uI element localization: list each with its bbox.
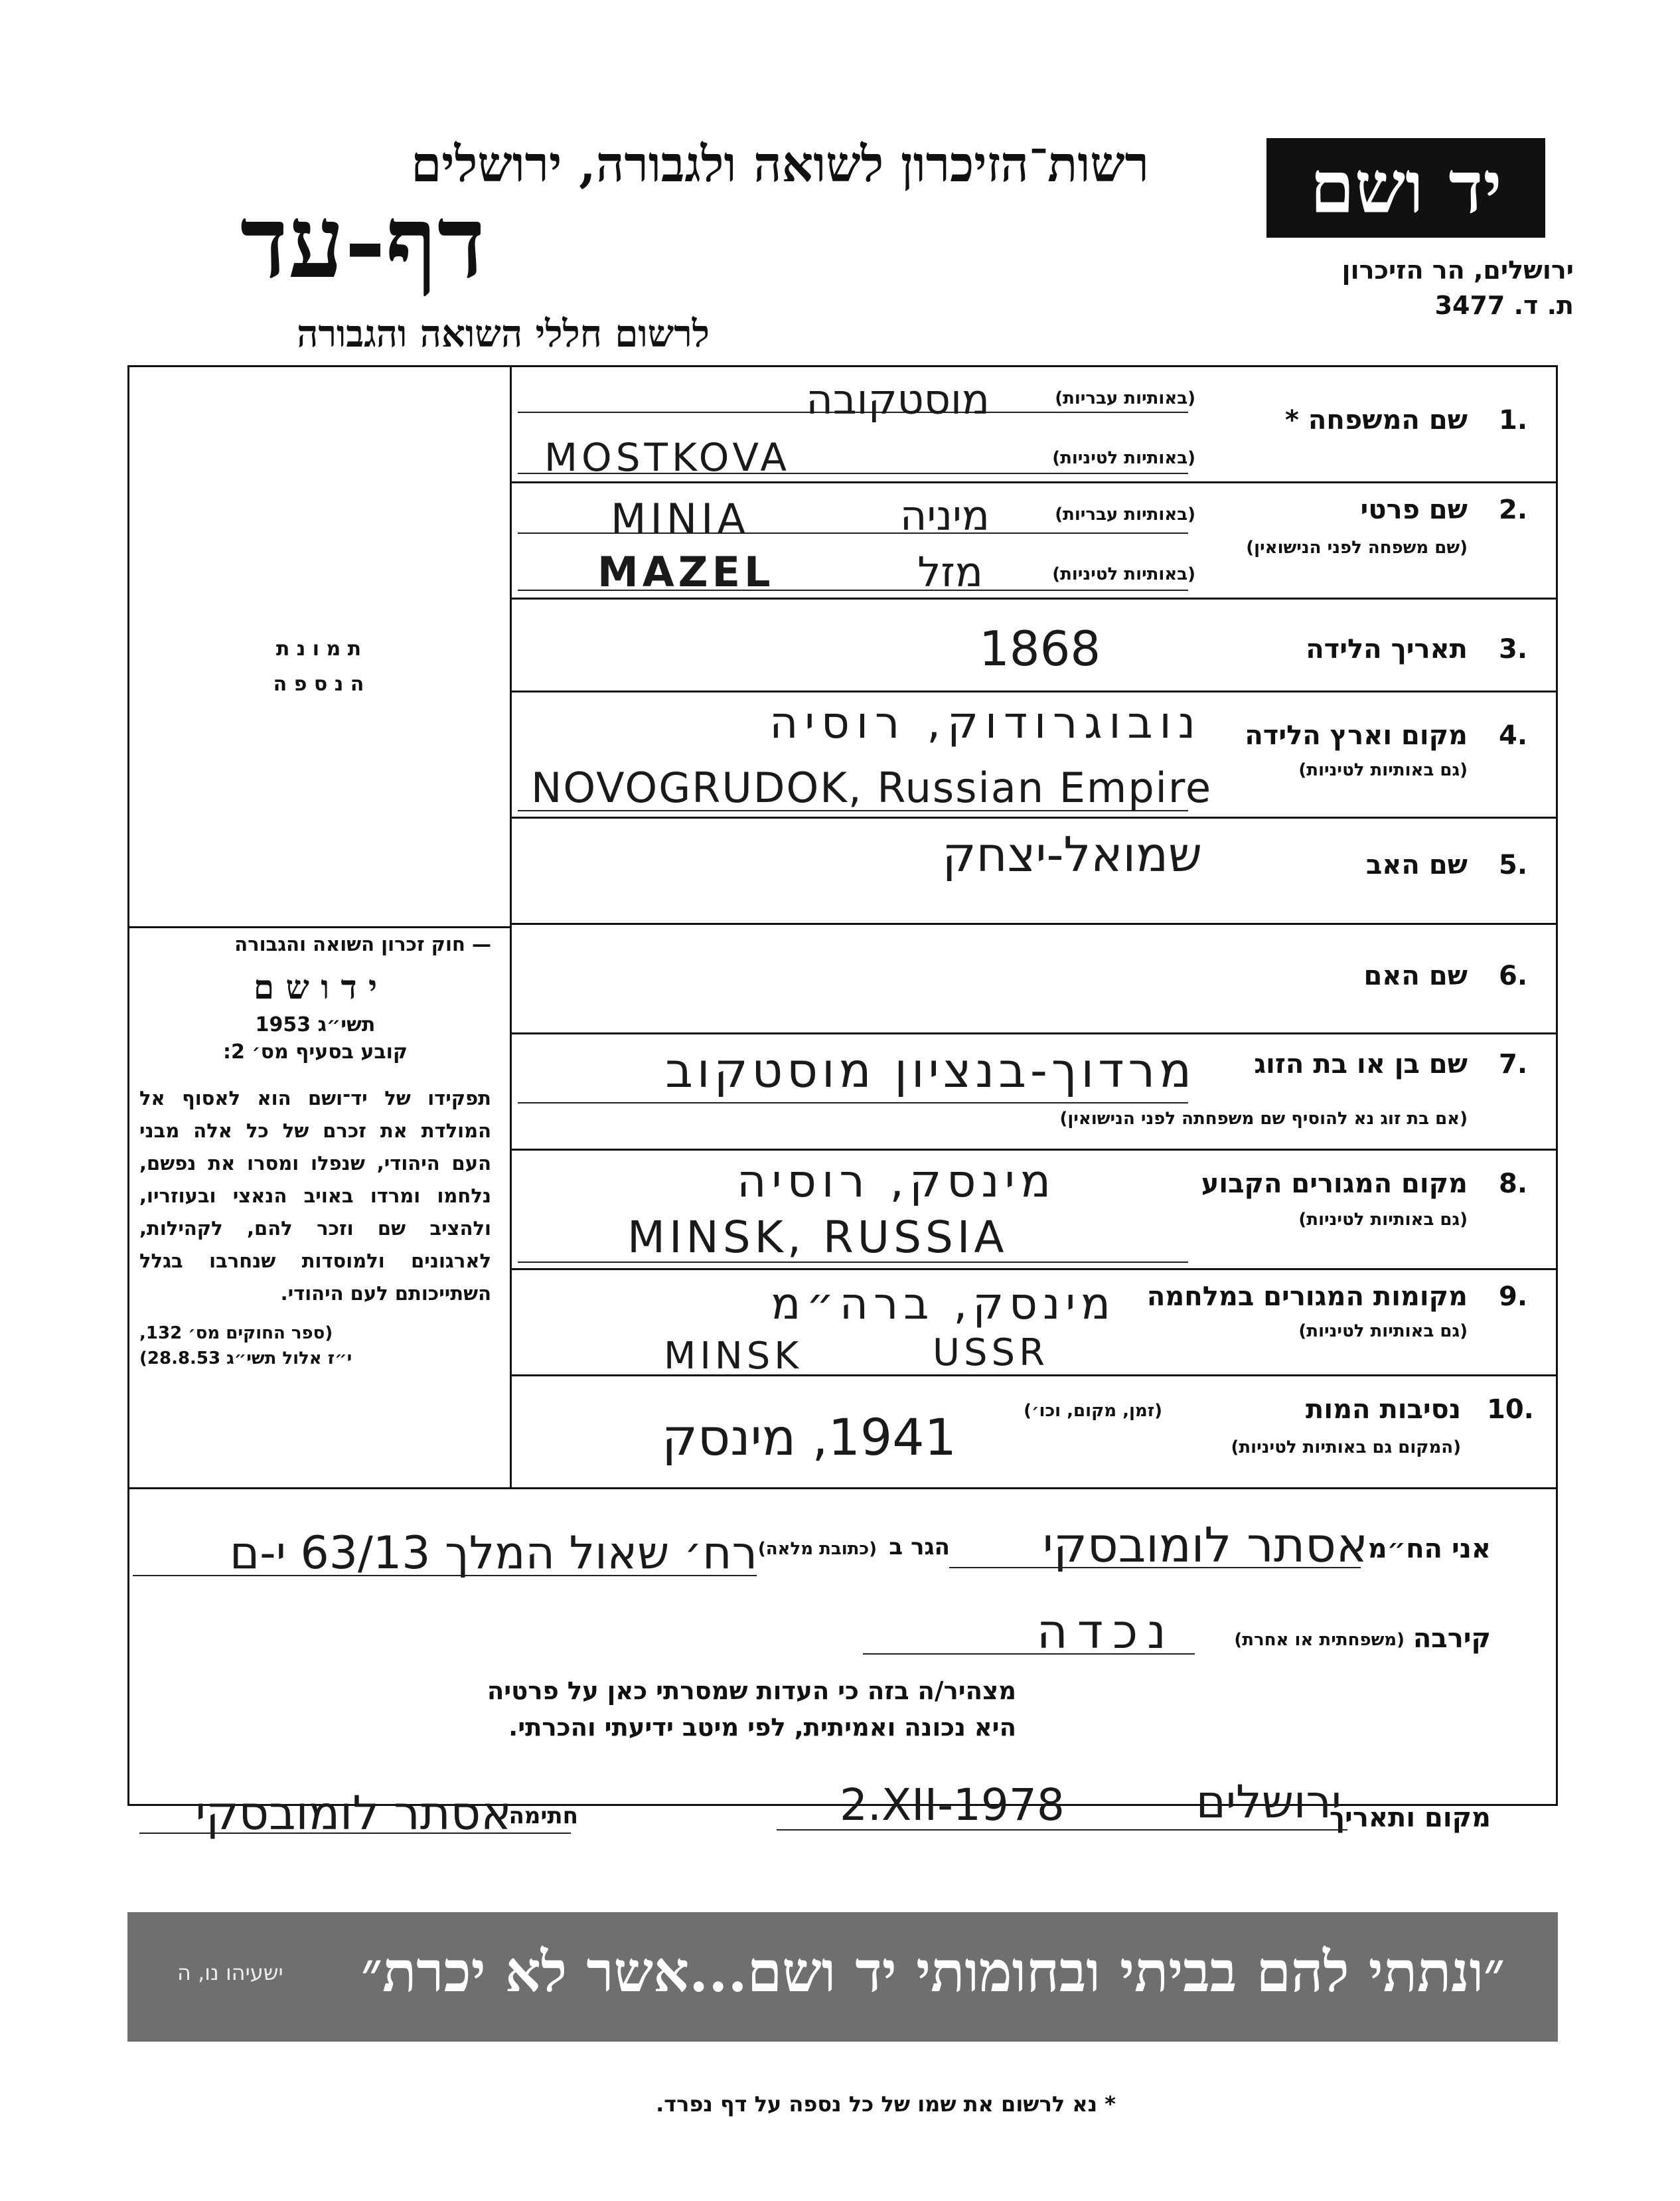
field-4-note: (גם באותיות לטיניות): [1298, 760, 1468, 780]
field-2-maiden-latin[interactable]: MAZEL: [597, 548, 775, 596]
address-note: (כתובת מלאה): [757, 1539, 877, 1559]
signature-line: [139, 1833, 571, 1834]
field-1-value-hebrew[interactable]: מוסטקובה: [806, 375, 990, 424]
field-2-value-latin[interactable]: MINIA: [611, 495, 749, 543]
field-1-sub-latin: (באותיות לטיניות): [1052, 448, 1195, 468]
form-subtitle: לרשום חללי השואה והגבורה: [297, 312, 710, 356]
law-body: תפקידו של יד־ושם הוא לאסוף אל המולדת את זכרם של כל אלה מבני העם היהודי, שנפלו ומסרו את נפשם, נלחמו ומרדו באויב הנאצי ובעוזריו, ולהציב שם וזכר להם, לקהילות, לארגונים ולמוסדות שנחרבו בגלל השתייכותם לעם היהודי.: [139, 1087, 491, 1305]
field-7-number: 7.: [1499, 1049, 1528, 1080]
field-3-number: 3.: [1499, 634, 1528, 665]
field-7-value[interactable]: מרדוך-בנציון מוסטקוב: [665, 1042, 1195, 1098]
quote-text: ״ונתתי להם בביתי ובחומותי יד ושם...אשר לא יכרת״: [361, 1939, 1505, 2004]
field-5-number: 5.: [1499, 850, 1528, 880]
row-divider: [510, 481, 1558, 483]
footnote: * נא לרשום את שמו של כל נספה על דף נפרד.: [656, 2091, 1116, 2117]
field-4-value-latin[interactable]: NOVOGRUDOK, Russian Empire: [531, 764, 1213, 812]
field-2-sub-hebrew: (באותיות עבריות): [1055, 505, 1195, 525]
photo-column-divider: [510, 367, 512, 1489]
field-8-value-hebrew[interactable]: מינסק, רוסיה: [737, 1155, 1056, 1208]
field-3-value[interactable]: 1868: [979, 621, 1101, 677]
declaration-line-1: מצהיר/ה בזה כי העדות שמסרתי כאן על פרטיה: [487, 1676, 1016, 1705]
field-10-number: 10.: [1487, 1394, 1534, 1425]
field-3-label: תאריך הלידה: [1306, 634, 1468, 665]
law-reference-2: י״ז אלול תשי״ג 28.8.53): [139, 1348, 352, 1368]
relation-line: [863, 1653, 1195, 1655]
field-9-value-latin-city[interactable]: MINSK: [664, 1335, 802, 1378]
law-section: [139, 933, 491, 1368]
declarant-relation[interactable]: נכדה: [1036, 1603, 1176, 1659]
row-divider: [510, 817, 1558, 819]
field-2-value-hebrew[interactable]: מיניה: [899, 491, 990, 540]
form-title: דף-עד: [240, 184, 485, 301]
photo-label-1: ת מ ו נ ת: [275, 637, 362, 661]
field-1-value-latin[interactable]: MOSTKOVA: [544, 435, 791, 480]
row-divider: [510, 1268, 1558, 1270]
field-10-note-2: (המקום גם באותיות לטיניות): [1231, 1437, 1461, 1457]
row-divider: [510, 1032, 1558, 1034]
declarant-place[interactable]: ירושלים: [1195, 1776, 1341, 1829]
law-title: — חוק זכרון השואה והגבורה: [234, 933, 491, 955]
field-8-value-latin[interactable]: MINSK, RUSSIA: [627, 1212, 1008, 1263]
logo-text: יד ושם: [1310, 145, 1502, 230]
place-date-line: [777, 1829, 1347, 1831]
resides-label: הגר ב: [889, 1534, 950, 1560]
place-date-label: מקום ותאריך: [1329, 1803, 1491, 1833]
field-9-value-latin-country[interactable]: USSR: [933, 1331, 1049, 1374]
field-2-sub-latin: (באותיות לטיניות): [1052, 564, 1195, 584]
quote-source: ישעיהו נו, ה: [177, 1960, 283, 1985]
field-1-number: 1.: [1499, 405, 1528, 436]
address-line: [133, 1575, 757, 1576]
po-box: ת. ד. 3477: [1434, 291, 1574, 320]
declarant-address[interactable]: רח׳ שאול המלך 63/13 י-ם: [230, 1527, 757, 1580]
field-1-label: שם המשפחה *: [1285, 405, 1468, 436]
field-4-label: מקום וארץ הלידה: [1245, 720, 1468, 751]
field-1-sub-hebrew: (באותיות עבריות): [1055, 388, 1195, 408]
field-2-number: 2.: [1499, 495, 1528, 525]
declarant-name-line: [949, 1567, 1361, 1568]
field-5-label: שם האב: [1365, 850, 1468, 880]
form-bottom-divider: [127, 1487, 1558, 1489]
row-divider: [510, 1149, 1558, 1151]
field-2-label: שם פרטי: [1360, 495, 1468, 525]
signature-label: חתימה: [508, 1803, 578, 1829]
law-year: תשי״ג 1953: [255, 1013, 376, 1036]
law-name: י ד ו ש ם: [253, 967, 378, 1007]
field-4-value-hebrew[interactable]: נובוגרודוק, רוסיה: [769, 697, 1202, 748]
field-10-value[interactable]: 1941, מינסק: [661, 1408, 956, 1467]
photo-placeholder: [127, 637, 510, 696]
declarant-date[interactable]: 2.XII-1978: [840, 1779, 1065, 1831]
field-7-line: [518, 1102, 1188, 1103]
yad-vashem-logo: [1266, 138, 1545, 238]
field-5-value[interactable]: שמואל-יצחק: [942, 827, 1202, 882]
law-box-divider: [127, 926, 510, 928]
field-2-note: (שם משפחה לפני הנישואין): [1246, 538, 1468, 558]
declarant-name[interactable]: אסתר לומובסקי: [1042, 1517, 1368, 1573]
field-9-label: מקומות המגורים במלחמה: [1146, 1281, 1468, 1312]
address: ירושלים, הר הזיכרון: [1341, 256, 1574, 285]
authority-title: רשות־הזיכרון לשואה ולגבורה, ירושלים: [411, 136, 1149, 193]
row-divider: [510, 923, 1558, 925]
field-8-number: 8.: [1499, 1169, 1528, 1199]
field-8-label: מקום המגורים הקבוע: [1201, 1169, 1468, 1199]
relation-note: (משפחתית או אחרת): [1234, 1630, 1405, 1650]
field-4-number: 4.: [1499, 720, 1528, 751]
declarant-signature[interactable]: אסתר לומובסקי: [195, 1786, 512, 1840]
law-reference-1: (ספר החוקים מס׳ 132,: [139, 1323, 333, 1343]
relation-label: קירבה: [1413, 1623, 1491, 1654]
photo-label-2: ה נ ס פ ה: [273, 673, 364, 696]
declarant-label: אני הח״מ: [1367, 1534, 1491, 1564]
quote-banner: [127, 1912, 1558, 2042]
field-10-label: נסיבות המות: [1306, 1394, 1461, 1425]
field-7-label: שם בן או בת הזוג: [1254, 1049, 1468, 1080]
field-9-note: (גם באותיות לטיניות): [1298, 1321, 1468, 1341]
field-9-number: 9.: [1499, 1281, 1528, 1312]
field-6-label: שם האם: [1363, 961, 1468, 991]
field-6-number: 6.: [1499, 961, 1528, 991]
field-9-value-hebrew[interactable]: מינסק, ברה״מ: [771, 1278, 1116, 1329]
field-10-note-1: (זמן, מקום, וכו׳): [1024, 1401, 1162, 1421]
declaration-line-2: היא נכונה ואמיתית, לפי מיטב ידיעתי והכרתי.: [508, 1713, 1016, 1742]
field-8-note: (גם באותיות לטיניות): [1298, 1210, 1468, 1230]
row-divider: [510, 691, 1558, 693]
law-section-ref: קובע בסעיף מס׳ 2:: [222, 1040, 408, 1064]
row-divider: [510, 598, 1558, 600]
field-2-maiden-hebrew[interactable]: מזל: [917, 548, 983, 596]
field-7-note: (אם בת זוג נא להוסיף שם משפחתה לפני הנישואין): [1059, 1109, 1468, 1129]
